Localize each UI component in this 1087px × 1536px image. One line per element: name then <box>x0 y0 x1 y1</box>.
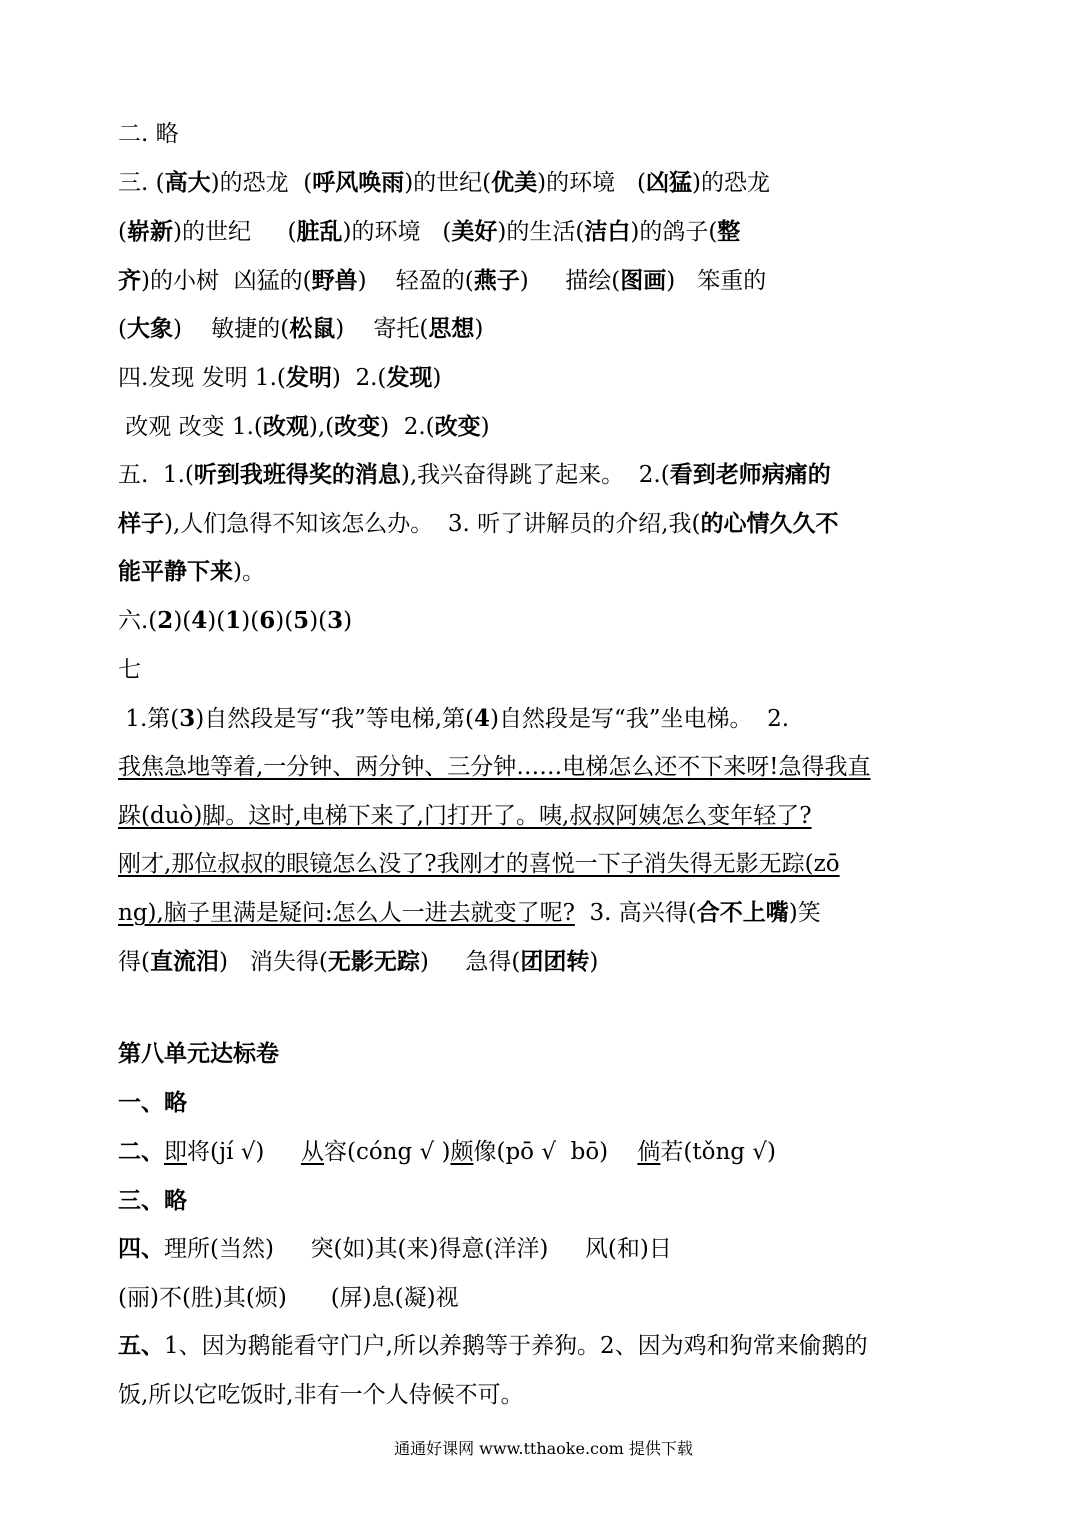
text-segment: 3. 高兴得( <box>574 900 697 926</box>
text-segment: 燕子 <box>473 267 520 294</box>
text-segment: 改变 <box>334 413 381 440</box>
text-segment: 即 <box>164 1139 187 1165</box>
text-segment: )( <box>173 608 192 634</box>
text-segment: 若(tǒng √) <box>660 1139 776 1165</box>
text-segment: 无影无踪 <box>327 948 420 975</box>
text-segment: 优美 <box>491 169 538 196</box>
text-segment: 七 <box>118 657 141 683</box>
text-segment: 四、 <box>118 1235 164 1262</box>
text-segment: 美好 <box>451 218 498 245</box>
text-segment: ng),脑子里满是疑问:怎么人一进去就变了呢? <box>118 900 575 926</box>
text-segment: )的环境 ( <box>342 219 452 245</box>
text-segment: )的鸽子( <box>630 219 718 245</box>
text-segment: 像(pō √ bō) <box>473 1139 638 1165</box>
text-segment: 颇 <box>450 1139 474 1165</box>
text-segment: ),人们急得不知该怎么办。 3. 听了讲解员的介绍,我( <box>164 511 701 537</box>
text-segment: 三、略 <box>118 1187 187 1214</box>
text-segment: )笑 <box>788 900 821 926</box>
text-segment: 第八单元达标卷 <box>118 1040 279 1067</box>
text-segment: )自然段是写“我”等电梯,第( <box>195 706 475 732</box>
text-segment: 改观 <box>262 413 309 440</box>
text-segment: ( <box>118 316 127 342</box>
text-segment: ) <box>432 365 442 391</box>
text-segment: )的生活( <box>497 219 585 245</box>
text-line <box>118 800 988 832</box>
text-line <box>118 556 988 588</box>
text-segment: 一、略 <box>118 1089 187 1116</box>
text-segment: 4 <box>191 607 208 634</box>
text-segment: 1 <box>225 607 242 634</box>
text-segment: 1.第( <box>118 706 180 732</box>
text-segment: 三. ( <box>118 170 165 196</box>
text-segment: ) 笨重的 <box>666 268 767 294</box>
text-segment: )的世纪( <box>404 170 492 196</box>
text-segment: 合不上嘴 <box>696 899 789 926</box>
text-segment: ) <box>474 316 484 342</box>
text-line <box>118 1330 988 1362</box>
text-segment: 五、 <box>118 1332 164 1359</box>
text-segment: ),我兴奋得跳了起来。 2.( <box>400 462 670 488</box>
text-line <box>118 265 988 297</box>
text-line <box>118 946 988 978</box>
text-segment: 大象 <box>126 315 173 342</box>
text-segment: 容(cóng √ ) <box>323 1139 451 1165</box>
text-segment: ) <box>589 949 599 975</box>
text-segment: 直流泪 <box>149 948 219 975</box>
text-segment: 凶猛 <box>646 169 693 196</box>
text-segment: 跺(duò)脚。这时,电梯下来了,门打开了。咦,叔叔阿姨怎么变年轻了? <box>118 803 812 829</box>
text-segment: 脏乱 <box>296 218 343 245</box>
text-segment: 理所(当然) 突(如)其(来)得意(洋洋) 风(和)日 <box>164 1236 672 1262</box>
text-segment: 倘 <box>637 1139 661 1165</box>
text-segment: )的环境 ( <box>537 170 647 196</box>
text-segment: ) 轻盈的( <box>357 268 474 294</box>
text-segment: 听到我班得奖的消息 <box>193 461 401 488</box>
text-segment: ),( <box>308 414 335 440</box>
text-segment: 团团转 <box>520 948 590 975</box>
text-segment: 思想 <box>428 315 475 342</box>
text-segment: )自然段是写“我”坐电梯。 2. <box>490 706 790 732</box>
text-line <box>118 167 988 199</box>
text-segment: 洁白 <box>584 218 631 245</box>
text-segment: 整 <box>717 218 741 245</box>
text-segment: (丽)不(胜)其(烦) (屏)息(凝)视 <box>118 1285 459 1311</box>
text-segment: ( <box>118 219 127 245</box>
text-segment: )。 <box>233 559 265 585</box>
text-segment: ) 2.( <box>380 414 435 440</box>
text-line <box>118 703 988 735</box>
text-segment: 改变 <box>434 413 481 440</box>
page-footer: 通通好课网 www.tthaoke.com 提供下载 <box>394 1439 693 1458</box>
text-line <box>118 459 988 491</box>
text-segment: 二、 <box>118 1138 164 1165</box>
text-line <box>118 1087 988 1119</box>
text-line <box>118 362 988 394</box>
text-segment: 将(jí √) <box>187 1139 301 1165</box>
text-line <box>118 605 988 637</box>
text-line <box>118 1379 988 1411</box>
text-segment: 四.发现 发明 1.( <box>118 365 286 391</box>
text-segment: 呼风唤雨 <box>312 169 405 196</box>
text-segment: 看到老师病痛的 <box>669 461 831 488</box>
text-segment: 从 <box>300 1139 324 1165</box>
text-segment: 崭新 <box>126 218 173 245</box>
text-segment: 3 <box>327 607 344 634</box>
text-segment: )的世纪 ( <box>172 219 297 245</box>
text-segment: ) <box>480 414 490 440</box>
text-segment: 2 <box>157 607 174 634</box>
text-segment: 五. 1.( <box>118 462 194 488</box>
text-line <box>118 1282 988 1314</box>
text-segment: )( <box>207 608 226 634</box>
text-segment: ) 寄托( <box>335 316 429 342</box>
text-line <box>118 411 988 443</box>
text-segment: ) 2.( <box>331 365 387 391</box>
text-segment: 的心情久久不 <box>700 510 839 537</box>
text-line <box>118 654 988 686</box>
text-segment: 发现 <box>386 364 433 391</box>
text-segment: 发明 <box>285 364 332 391</box>
text-segment: 野兽 <box>311 267 358 294</box>
text-line <box>118 848 988 880</box>
text-segment: )的恐龙 ( <box>210 170 313 196</box>
text-segment: ) <box>343 608 353 634</box>
text-segment: ) 消失得( <box>218 949 328 975</box>
text-line <box>118 1038 988 1070</box>
text-line <box>118 897 988 929</box>
text-line <box>118 751 988 783</box>
text-segment: 4 <box>474 705 491 732</box>
text-segment: ) 敏捷的( <box>172 316 290 342</box>
text-segment: 刚才,那位叔叔的眼镜怎么没了?我刚才的喜悦一下子消失得无影无踪(zō <box>118 851 840 877</box>
text-line <box>118 1136 988 1168</box>
text-segment: 能平静下来 <box>118 558 233 585</box>
text-line <box>118 1233 988 1265</box>
text-segment: 6 <box>259 607 276 634</box>
text-line <box>118 118 988 150</box>
text-segment: )( <box>275 608 294 634</box>
text-segment: )( <box>309 608 328 634</box>
text-segment: 改观 改变 1.( <box>118 414 263 440</box>
text-line <box>118 508 988 540</box>
text-segment: 得( <box>118 949 150 975</box>
text-segment: 样子 <box>118 510 164 537</box>
text-segment: 图画 <box>620 267 667 294</box>
text-segment: ) 急得( <box>419 949 521 975</box>
text-line <box>118 1185 988 1217</box>
text-segment: 齐 <box>118 267 141 294</box>
text-segment: ) 描绘( <box>519 268 621 294</box>
text-segment: 松鼠 <box>289 315 336 342</box>
text-line <box>118 313 988 345</box>
text-segment: 1、因为鹅能看守门户,所以养鹅等于养狗。2、因为鸡和狗常来偷鹅的 <box>164 1333 868 1359</box>
text-segment: )的小树 凶猛的( <box>141 268 312 294</box>
text-segment: )的恐龙 <box>692 170 771 196</box>
text-line <box>118 216 988 248</box>
text-segment: 我焦急地等着,一分钟、两分钟、三分钟……电梯怎么还不下来呀!急得我直 <box>118 754 871 780</box>
text-segment: 5 <box>293 607 310 634</box>
text-segment: 3 <box>179 705 196 732</box>
text-segment: 二. 略 <box>118 121 179 147</box>
text-segment: 高大 <box>164 169 211 196</box>
text-segment: 六.( <box>118 608 158 634</box>
text-segment: 饭,所以它吃饭时,非有一个人侍候不可。 <box>118 1382 524 1408</box>
text-segment: )( <box>241 608 260 634</box>
